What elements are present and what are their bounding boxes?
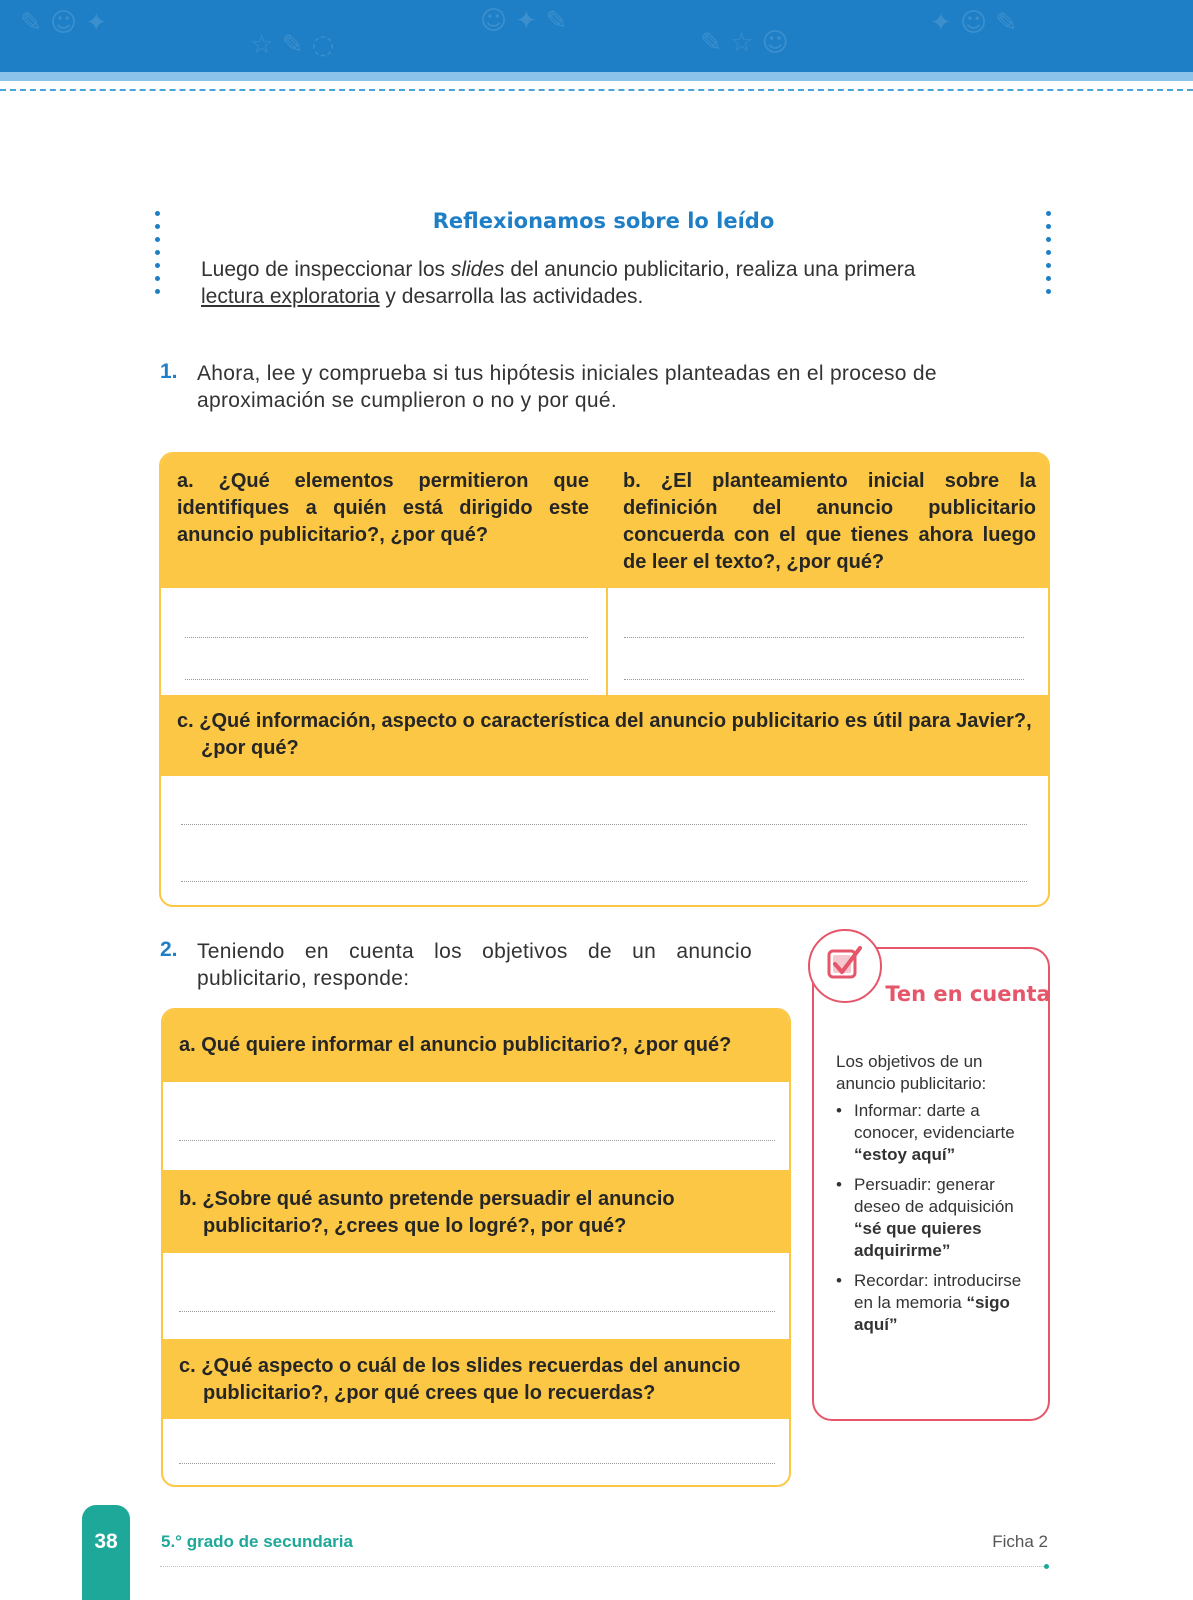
answer-line[interactable] (181, 881, 1027, 882)
section-title: Reflexionamos sobre lo leído (432, 209, 775, 233)
tip-item: • Informar: darte a conocer, evidenciarte “estoy aquí” (836, 1101, 1015, 1164)
intro-text-part: Luego de inspeccionar los (201, 258, 451, 281)
footer-line (160, 1566, 1046, 1567)
page-number: 38 (94, 1530, 118, 1553)
question-2a: a. Qué quiere informar el anuncio publicitario?, ¿por qué? (179, 1034, 732, 1056)
question-1c: c. ¿Qué información, aspecto o característica del anuncio publicitario es útil para Javier?, ¿por qué? (177, 710, 1032, 759)
answer-line[interactable] (179, 1463, 775, 1464)
question-1a: a. ¿Qué elementos permitieron que identifiques a quién está dirigido este anuncio publicitario?, ¿por qué? (177, 470, 589, 546)
doodle-icon: ✦ ☺ ✎ (930, 8, 1018, 38)
answer-line[interactable] (179, 1140, 775, 1141)
ficha-label: Ficha 2 (992, 1532, 1048, 1551)
checkbox-check-icon (808, 929, 882, 1003)
intro-text-slides: slides (450, 258, 505, 281)
footer-dot (1044, 1564, 1049, 1569)
question-1b: b. ¿El planteamiento inicial sobre la definición del anuncio publicitario concuerda con el que tienes ahora luego de leer el texto?, ¿por qué? (623, 470, 1036, 573)
header-band (0, 0, 1193, 72)
table-divider (606, 454, 608, 695)
answer-line[interactable] (179, 1311, 775, 1312)
header-dashed-line (0, 89, 1193, 91)
answer-line[interactable] (181, 824, 1027, 825)
answer-line[interactable] (624, 637, 1024, 638)
tip-item-text: Recordar: introducirse en la memoria (854, 1271, 1022, 1312)
question-text: Teniendo en cuenta los objetivos de un anuncio publicitario, responde: (197, 940, 752, 990)
tip-item: • Recordar: introducirse en la memoria “sigo aquí” (836, 1271, 1022, 1334)
tip-list (836, 1100, 1036, 1344)
tip-item-bold: “estoy aquí” (854, 1145, 956, 1164)
intro-text-underlined: lectura exploratoria (201, 285, 380, 308)
checkbox-check-icon (810, 931, 880, 1001)
question-text: Ahora, lee y comprueba si tus hipótesis iniciales planteadas en el proceso de aproximación se cumplieron o no y por qué. (197, 362, 937, 412)
tip-item-text: Informar: darte a conocer, evidenciarte (854, 1101, 1015, 1142)
question-2c: c. ¿Qué aspecto o cuál de los slides recuerdas del anuncio publicitario?, ¿por qué crees que lo recuerdas? (179, 1355, 741, 1404)
tip-item: • Persuadir: generar deseo de adquisición “sé que quieres adquirirme” (836, 1175, 1014, 1260)
answer-line[interactable] (185, 637, 588, 638)
answer-table-2 (161, 1008, 791, 1487)
doodle-icon: ☆ ✎ ◌ (250, 30, 335, 60)
doodle-icon: ☺ ✦ ✎ (480, 6, 568, 36)
answer-line[interactable] (185, 679, 588, 680)
question-2b: b. ¿Sobre qué asunto pretende persuadir el anuncio publicitario?, ¿crees que lo logré?, por qué? (179, 1188, 675, 1237)
intro-paragraph (201, 256, 1021, 310)
tip-item-bold: “sé que quieres adquirirme” (854, 1219, 982, 1260)
tip-intro: Los objetivos de un anuncio publicitario: (836, 1052, 987, 1093)
intro-text-part: y desarrolla las actividades. (379, 285, 644, 308)
grade-label: 5.° grado de secundaria (161, 1532, 353, 1551)
question-number: 1. (160, 360, 178, 383)
header-band-light (0, 72, 1193, 81)
question-number: 2. (160, 938, 178, 961)
answer-line[interactable] (624, 679, 1024, 680)
tip-title: Ten en cuenta (885, 982, 1051, 1006)
tip-item-bold: “sigo aquí” (854, 1293, 1010, 1334)
doodle-icon: ✎ ☺ ✦ (20, 8, 108, 38)
intro-text-part: del anuncio publicitario, realiza una primera (504, 258, 916, 281)
tip-item-text: Persuadir: generar deseo de adquisición (854, 1175, 1014, 1216)
doodle-icon: ✎ ☆ ☺ (700, 28, 789, 58)
answer-table-1 (159, 452, 1050, 907)
